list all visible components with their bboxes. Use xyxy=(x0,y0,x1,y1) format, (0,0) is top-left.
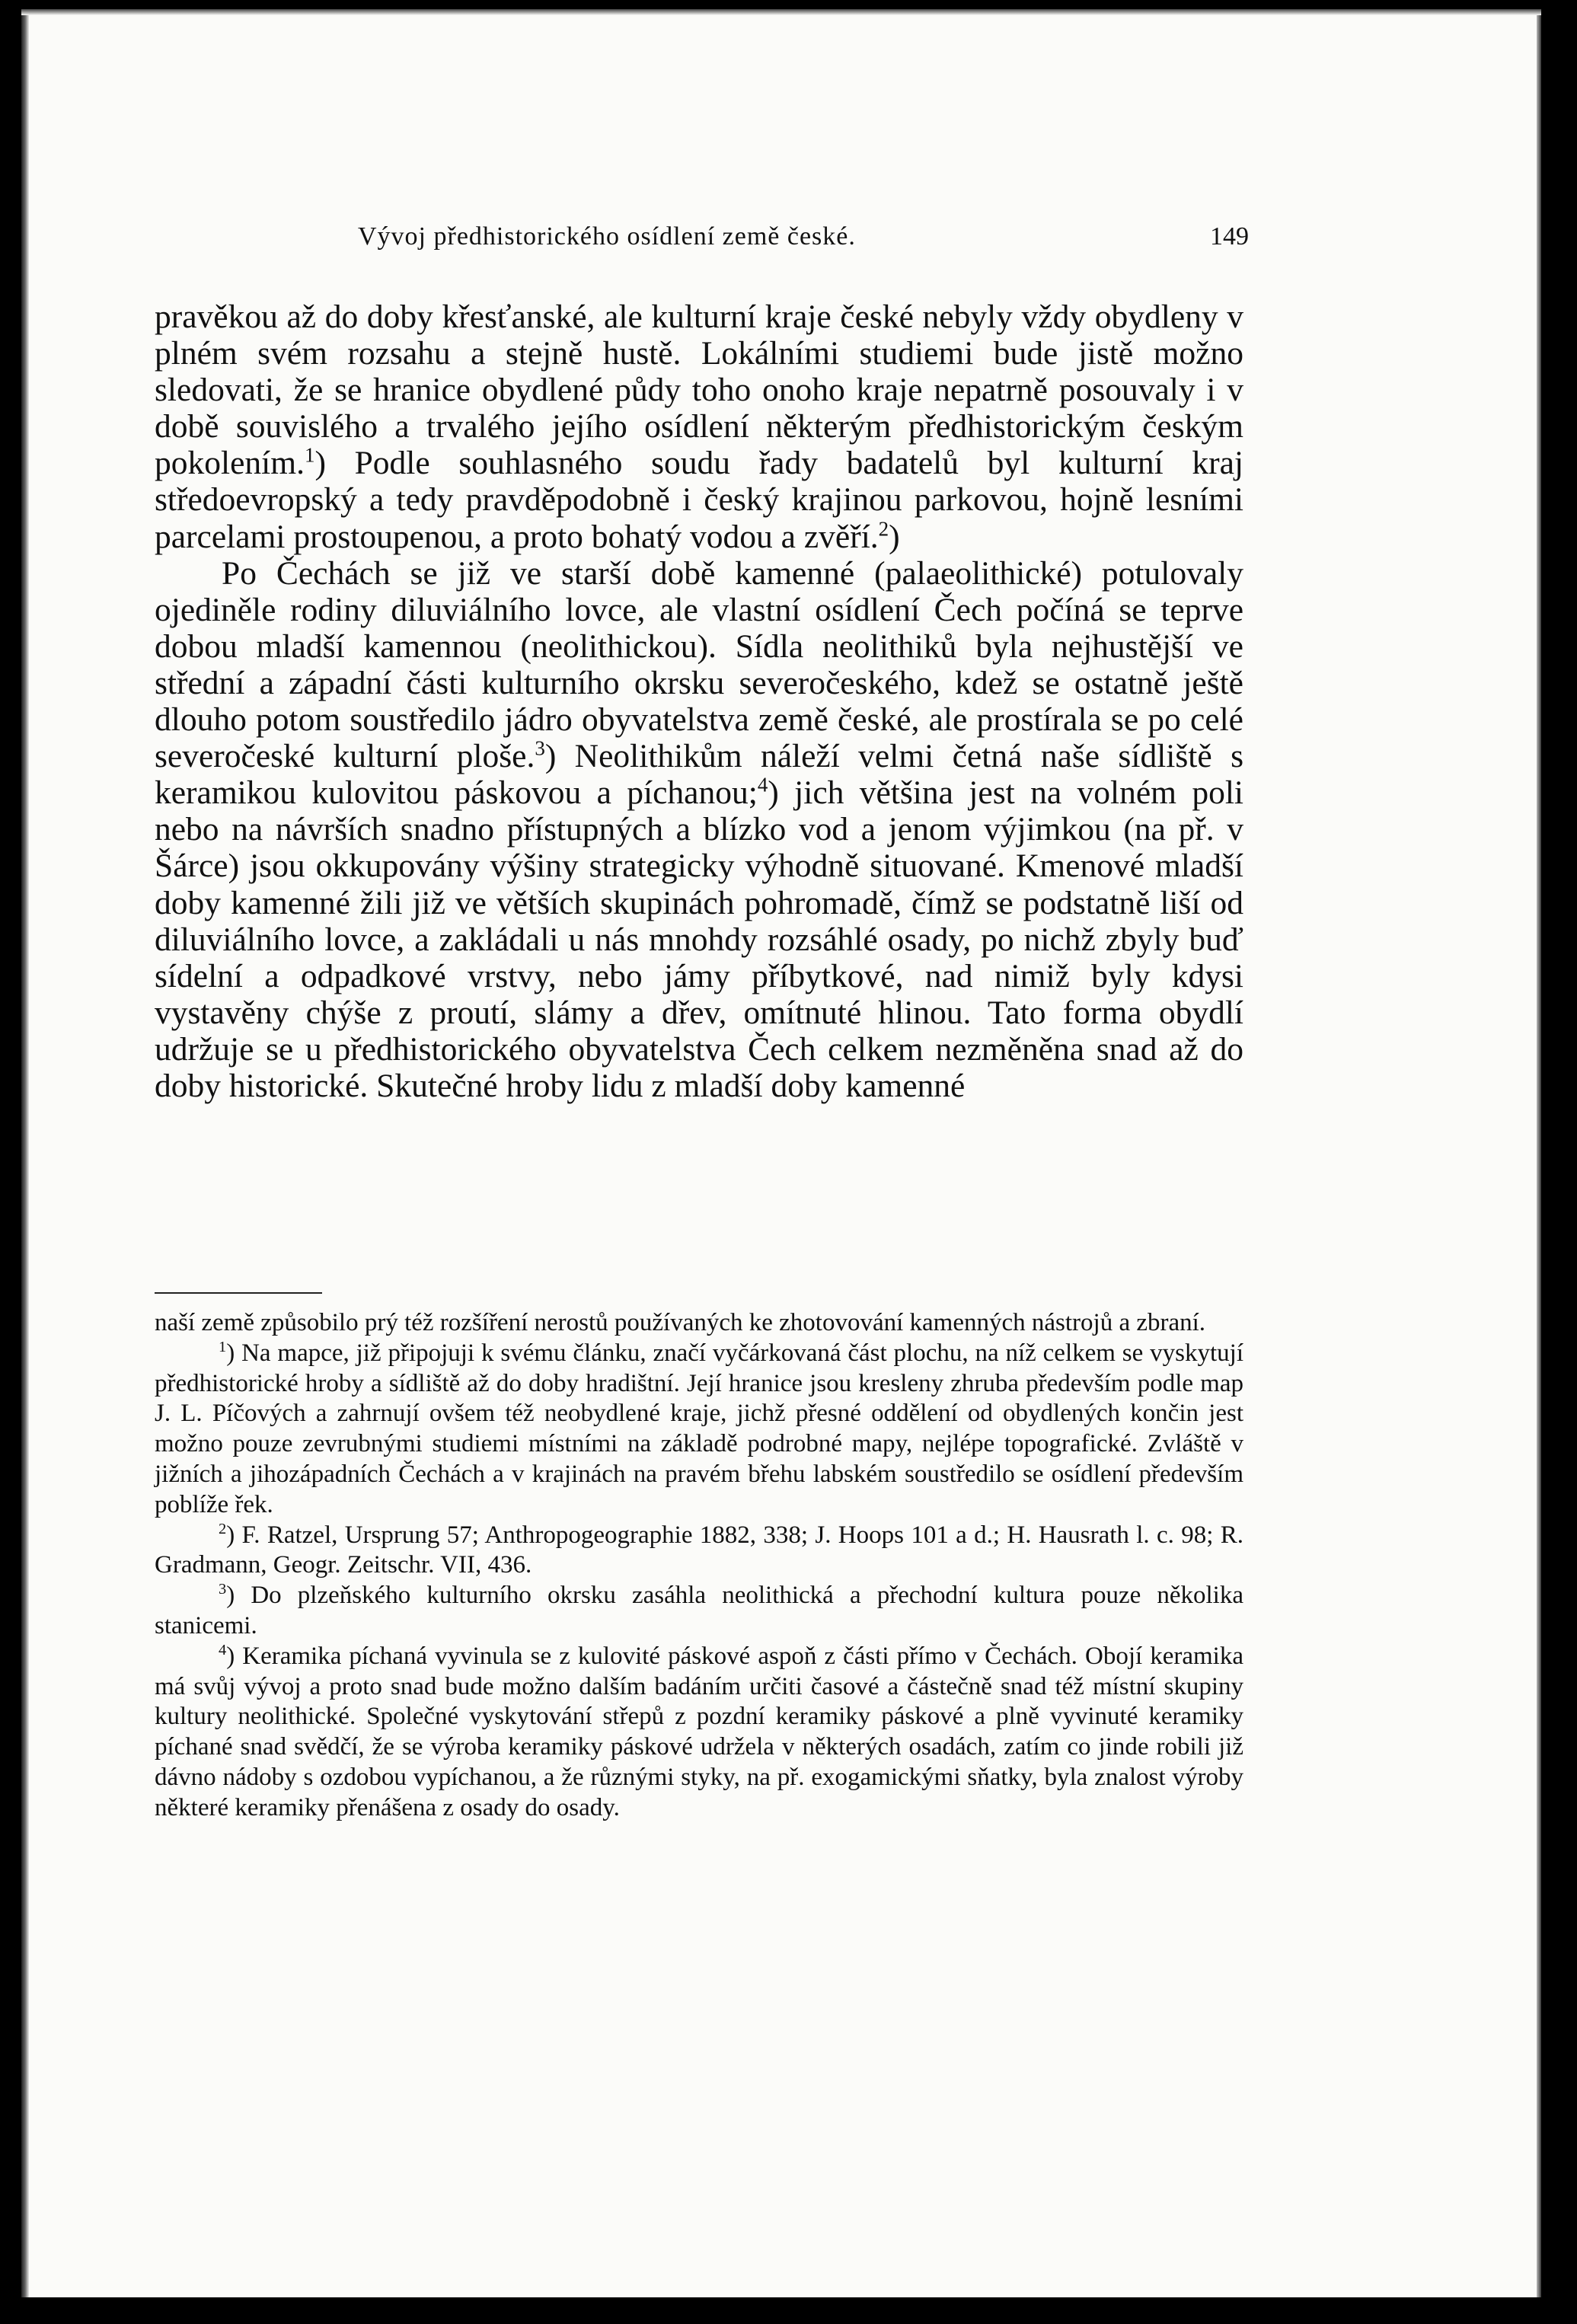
footnote-ref-4[interactable]: 4 xyxy=(757,773,768,796)
page-edge-shadow-top xyxy=(21,9,1541,15)
footnote-ref-1[interactable]: 1 xyxy=(304,443,315,467)
footnote-4 xyxy=(155,1642,1243,1824)
footnote-2-mark: 2 xyxy=(219,1520,227,1537)
footnote-ref-2[interactable]: 2 xyxy=(878,517,889,541)
footnote-3-text: ) Do plzeňského kulturního okrsku zasáhla neolithická a přechodní kultura pouze několika stanicemi. xyxy=(155,1582,1243,1639)
footnote-2-text: ) F. Ratzel, Ursprung 57; Anthropogeographie 1882, 338; J. Hoops 101 a d.; H. Hausrath l. c. 98; R. Gradmann, Geogr. Zeitschr. VII, 436. xyxy=(155,1521,1243,1579)
footnote-1-mark: 1 xyxy=(219,1338,227,1355)
footnote-continuation: naší země způsobilo prý též rozšíření nerostů používaných ke zhotovování kamenných nástrojů a zbraní. xyxy=(155,1309,1206,1336)
footnote-3-mark: 3 xyxy=(219,1581,227,1598)
footnote-4-text: ) Keramika píchaná vyvinula se z kulovité páskové aspoň z části přímo v Čechách. Obojí keramika má svůj vývoj a proto snad bude možno dalším badáním určiti časové a částečně snad též místní skupiny kultury neolithické. Společné vyskytování střepů z pozdní keramiky páskové a plně vyvinuté keramiky píchané snad svědčí, že se výroba keramiky páskové udržela v některých osadách, zatím co jinde robili již dávno nádoby s ozdobou vypíchanou, a že různými styky, na př. exogamickými sňatky, byla znalost výroby některé keramiky přenášena z osady do osady. xyxy=(155,1642,1243,1821)
paragraph-1-text-3: ) xyxy=(889,518,900,555)
footnote-1-text: ) Na mapce, již připojuji k svému článku, značí vyčárkovaná část plochu, na níž celkem se vyskytují předhistorické hroby a sídliště až do doby hradištní. Její hranice jsou kresleny zhruba především podle map J. L. Píčových a zahrnují ovšem též neobydlené kraje, jichž přesné oddělení od obydlených končin jest možno pouze zevrubnými studiemi místními na základě podrobné mapy, nejlépe topografické. Zvláště v jižních a jihozápadních Čechách a v krajinách na pravém břehu labském soustředilo se osídlení především poblíže řek. xyxy=(155,1339,1243,1518)
footnote-2 xyxy=(155,1521,1243,1582)
main-text xyxy=(155,298,1243,1104)
page-number: 149 xyxy=(1210,222,1249,251)
paragraph-2 xyxy=(155,555,1243,1104)
paragraph-2-text-2: ) Neolithikům náleží velmi četná naše sídliště s keramikou kulovitou páskovou a píchanou; xyxy=(155,738,1243,812)
footnote-ref-3[interactable]: 3 xyxy=(535,736,545,760)
footnote-4-mark: 4 xyxy=(219,1641,227,1658)
paragraph-1-text: pravěkou až do doby křesťanské, ale kulturní kraje české nebyly vždy obydleny v plném svém rozsahu a stejně hustě. Lokálními studiemi bude jistě možno sledovati, že se hranice obydlené půdy toho onoho kraje nepatrně posouvaly i v době souvislého a trvalého jejího osídlení některým předhistorickým českým pokolením. xyxy=(155,298,1243,482)
footnote-3 xyxy=(155,1581,1243,1642)
paragraph-2-text-3: ) jich většina jest na volném poli nebo na návrších snadno přístupných a blízko vod a jenom výjimkou (na př. v Šárce) jsou okkupovány výšiny strategicky výhodně situované. Kmenové mladší doby kamenné žili již ve větších skupinách pohromadě, čímž se podstatně liší od diluviálního lovce, a zakládali u nás mnohdy rozsáhlé osady, po nichž zbyly buď sídelní a odpadkové vrstvy, nebo jámy příbytkové, nad nimiž byly kdysi vystavěny chýše z proutí, slámy a dřev, omítnuté hlinou. Tato forma obydlí udržuje se u předhistorického obyvatelstva Čech celkem nezměněna snad až do doby historické. Skutečné hroby lidu z mladší doby kamenné xyxy=(155,774,1244,1104)
page-edge-shadow-right xyxy=(1537,9,1541,2297)
running-head xyxy=(358,222,1249,260)
footnote-1 xyxy=(155,1339,1243,1521)
paragraph-1 xyxy=(155,298,1243,555)
page-edge-shadow-left xyxy=(21,9,29,2297)
running-head-title: Vývoj předhistorického osídlení země české. xyxy=(358,222,856,251)
paragraph-2-text: Po Čechách se již ve starší době kamenné (palaeolithické) potulovaly ojediněle rodiny diluviálního lovce, ale vlastní osídlení Čech počíná se teprve dobou mladší kamennou (neolithickou). Sídla neolithiků byla nejhustější ve střední a západní části kulturního okrsku severočeského, kdež se ostatně ještě dlouho potom soustředilo jádro obyvatelstva země české, ale prostírala se po celé severočeské kulturní ploše. xyxy=(155,554,1243,775)
footnotes xyxy=(155,1308,1243,1824)
footnote-separator xyxy=(155,1292,322,1294)
paragraph-1-text-2: ) Podle souhlasného soudu řady badatelů byl kulturní kraj středoevropský a tedy pravděpodobně i český krajinou parkovou, hojně lesními parcelami prostoupenou, a proto bohatý vodou a zvěří. xyxy=(155,445,1243,555)
